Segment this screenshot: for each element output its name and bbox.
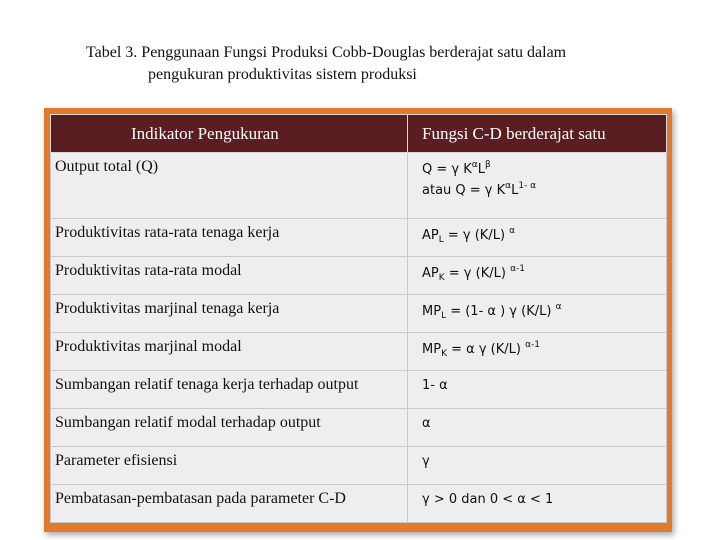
row-label: Output total (Q) bbox=[51, 153, 408, 219]
row-label: Produktivitas marjinal modal bbox=[51, 333, 408, 371]
formula-line-1: Q = γ $K^\alpha L^\beta$ bbox=[422, 160, 491, 177]
row-label: Sumbangan relatif tenaga kerja terhadap output bbox=[51, 371, 408, 409]
row-value: γ > 0 dan 0 < α < 1 bbox=[408, 485, 667, 523]
table-row bbox=[51, 333, 667, 371]
cobb-douglas-table bbox=[50, 114, 667, 523]
row-label: Produktivitas rata-rata modal bbox=[51, 257, 408, 295]
table-row bbox=[51, 153, 667, 219]
row-value: 1- α bbox=[408, 371, 667, 409]
row-formula: $MP_K = \alpha$ γ (K/L) $^{\alpha-1}$ bbox=[408, 333, 667, 371]
row-formula: $AP_L = \gamma$ (K/L) $^\alpha$ bbox=[408, 219, 667, 257]
table-row bbox=[51, 447, 667, 485]
header-fungsi: Fungsi C-D berderajat satu bbox=[408, 115, 667, 153]
row-label: Parameter efisiensi bbox=[51, 447, 408, 485]
row-label: Produktivitas rata-rata tenaga kerja bbox=[51, 219, 408, 257]
row-formula bbox=[408, 153, 667, 219]
caption-line-1: Tabel 3. Penggunaan Fungsi Produksi Cobb-Douglas berderajat satu dalam bbox=[86, 44, 567, 61]
row-value: α bbox=[408, 409, 667, 447]
row-label: Produktivitas marjinal tenaga kerja bbox=[51, 295, 408, 333]
table-row bbox=[51, 257, 667, 295]
row-formula: $AP_K = \gamma$ (K/L) $^{\alpha-1}$ bbox=[408, 257, 667, 295]
table-row bbox=[51, 371, 667, 409]
row-label: Sumbangan relatif modal terhadap output bbox=[51, 409, 408, 447]
row-label: Pembatasan-pembatasan pada parameter C-D bbox=[51, 485, 408, 523]
table-row bbox=[51, 295, 667, 333]
table-row bbox=[51, 219, 667, 257]
header-indikator: Indikator Pengukuran bbox=[51, 115, 408, 153]
row-value: γ bbox=[408, 447, 667, 485]
table-caption bbox=[86, 42, 686, 86]
formula-line-2: atau Q = γ $K^\alpha L^{1- \alpha}$ bbox=[422, 181, 537, 198]
row-formula: $MP_L = (1-$ α ) γ (K/L) $^\alpha$ bbox=[408, 295, 667, 333]
caption-line-2: pengukuran produktivitas sistem produksi bbox=[148, 66, 417, 83]
table-row bbox=[51, 409, 667, 447]
header-row bbox=[51, 115, 667, 153]
table-row bbox=[51, 485, 667, 523]
